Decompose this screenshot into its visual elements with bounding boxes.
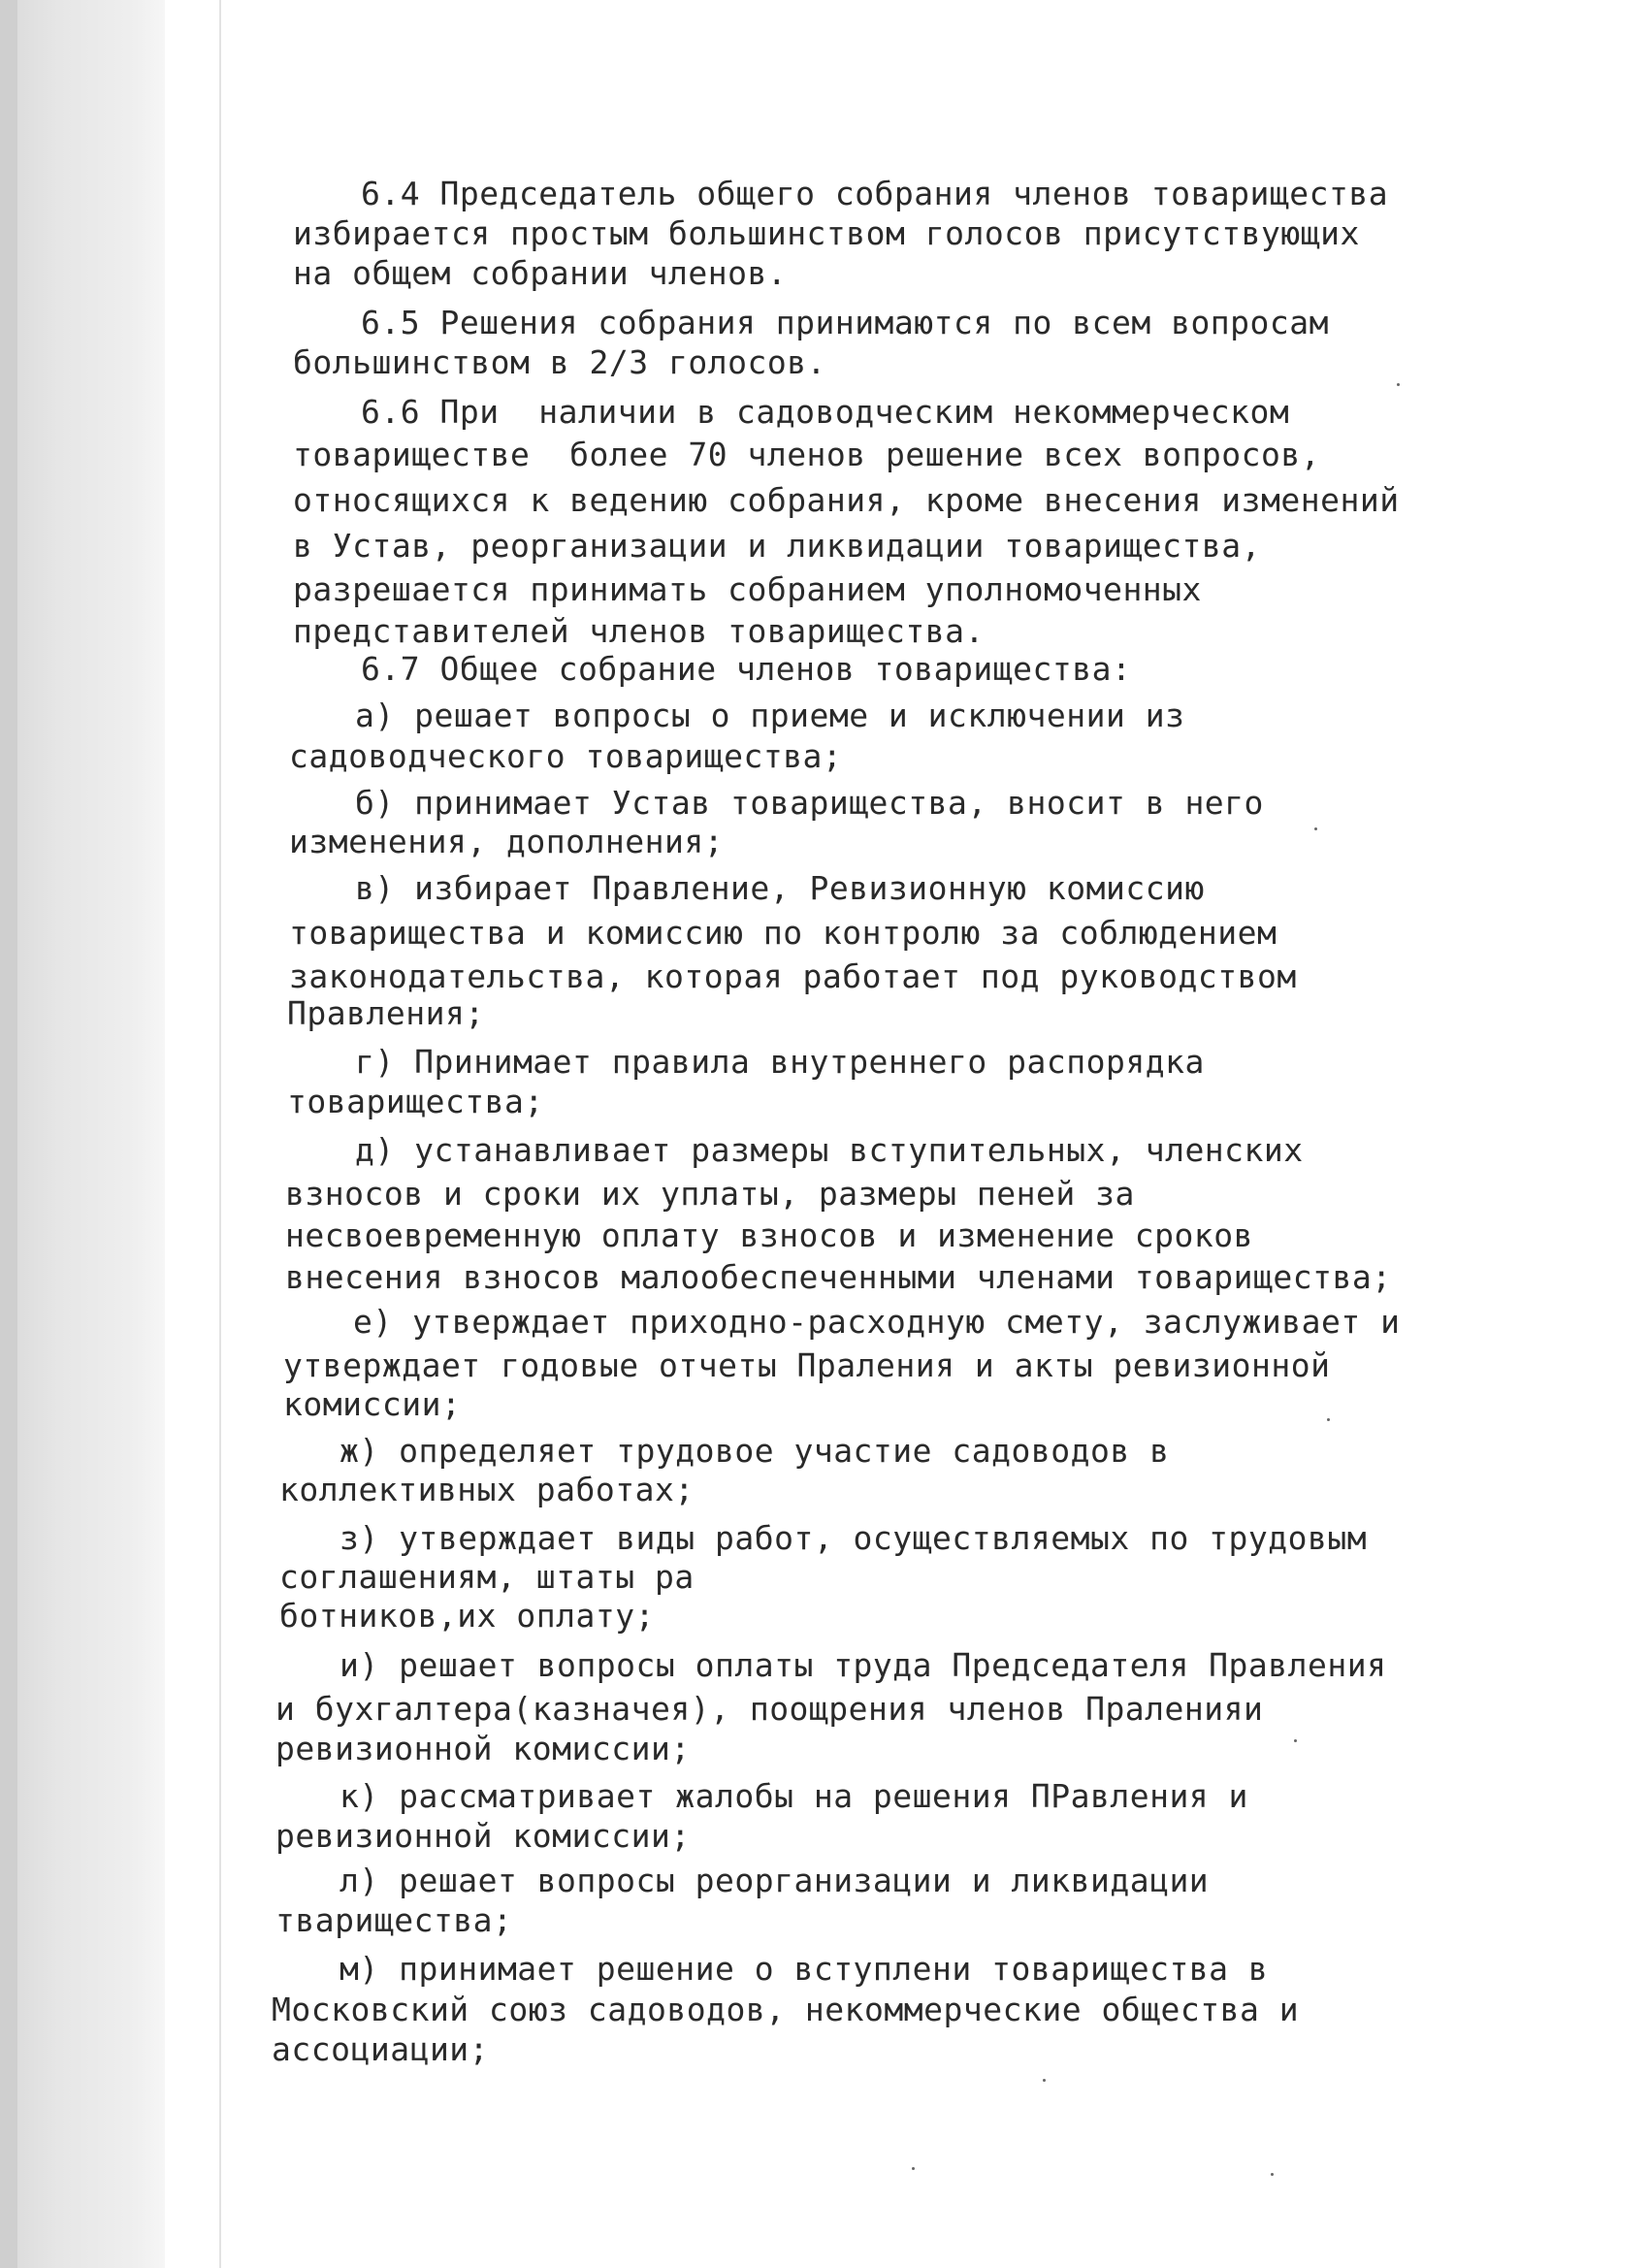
text-line: б) принимает Устав товарищества, вносит в него <box>355 784 1264 822</box>
text-line: г) Принимает правила внутреннего распорядка <box>355 1043 1205 1081</box>
text-line: 6.7 Общее собрание членов товарищества: <box>361 650 1132 688</box>
text-line: тварищества; <box>275 1901 513 1939</box>
text-line: и бухгалтера(казначея), поощрения членов Праленияи <box>275 1690 1264 1728</box>
text-line: ботников,их оплату; <box>279 1597 655 1635</box>
text-line: соглашениям, штаты ра <box>279 1558 695 1596</box>
text-line: товарищества и комиссию по контролю за соблюдением <box>289 914 1277 952</box>
scan-speck <box>1271 2173 1274 2176</box>
text-line: и) решает вопросы оплаты труда Председателя Правления <box>340 1646 1387 1684</box>
text-line: 6.5 Решения собрания принимаются по всем вопросам <box>361 304 1330 341</box>
text-line: на общем собрании членов. <box>293 254 788 292</box>
text-line: Московский союз садоводов, некоммерческие общества и <box>272 1991 1300 2028</box>
text-line: 6.6 При наличии в садоводческим некоммерческом <box>361 393 1290 431</box>
text-line: в Устав, реорганизации и ликвидации товарищества, <box>293 527 1262 565</box>
text-line: а) решает вопросы о приеме и исключении из <box>355 697 1185 734</box>
text-line: м) принимает решение о вступлени товарищества в <box>340 1950 1269 1988</box>
text-line: д) устанавливает размеры вступительных, членских <box>355 1131 1304 1169</box>
text-line: к) рассматривает жалобы на решения ПРавления и <box>340 1777 1248 1815</box>
text-line: законодательства, которая работает под руководством <box>289 957 1297 995</box>
text-line: представителей членов товарищества. <box>293 612 985 650</box>
text-line: 6.4 Председатель общего собрания членов товарищества <box>361 175 1389 212</box>
text-line: в) избирает Правление, Ревизионную комиссию <box>355 869 1205 907</box>
text-line: е) утверждает приходно-расходную смету, заслуживает и <box>353 1303 1401 1341</box>
text-line: товариществе более 70 членов решение всех вопросов, <box>293 436 1321 473</box>
text-line: з) утверждает виды работ, осуществляемых по трудовым <box>340 1519 1368 1557</box>
text-line: ревизионной комиссии; <box>275 1817 691 1855</box>
scan-speck <box>912 2167 915 2170</box>
text-line: ассоциации; <box>272 2030 490 2068</box>
text-line: комиссии; <box>283 1385 462 1423</box>
text-line: разрешается принимать собранием уполномоченных <box>293 570 1202 608</box>
text-line: ревизионной комиссии; <box>275 1730 691 1767</box>
scan-speck <box>1294 1739 1297 1742</box>
scan-speck <box>1327 1418 1330 1421</box>
text-line: утверждает годовые отчеты Праления и акты ревизионной <box>283 1346 1331 1384</box>
text-line: Правления; <box>287 994 485 1032</box>
text-line: большинством в 2/3 голосов. <box>293 343 826 381</box>
text-line: садоводческого товарищества; <box>289 737 843 775</box>
text-line: внесения взносов малообеспеченными членами товарищества; <box>285 1258 1392 1296</box>
text-line: несвоевременную оплату взносов и изменение сроков <box>285 1216 1254 1254</box>
text-line: относящихся к ведению собрания, кроме внесения изменений <box>293 481 1400 519</box>
text-line: взносов и сроки их уплаты, размеры пеней за <box>285 1175 1135 1213</box>
text-line: избирается простым большинством голосов присутствующих <box>293 214 1360 252</box>
scan-speck <box>1397 383 1400 386</box>
scan-speck <box>1314 827 1317 830</box>
text-line: товарищества; <box>287 1083 544 1120</box>
text-line: л) решает вопросы реорганизации и ликвидации <box>340 1862 1210 1899</box>
text-line: коллективных работах; <box>279 1471 695 1508</box>
text-line: ж) определяет трудовое участие садоводов в <box>340 1432 1170 1470</box>
text-line: изменения, дополнения; <box>289 823 725 860</box>
scan-speck <box>1043 2079 1046 2082</box>
